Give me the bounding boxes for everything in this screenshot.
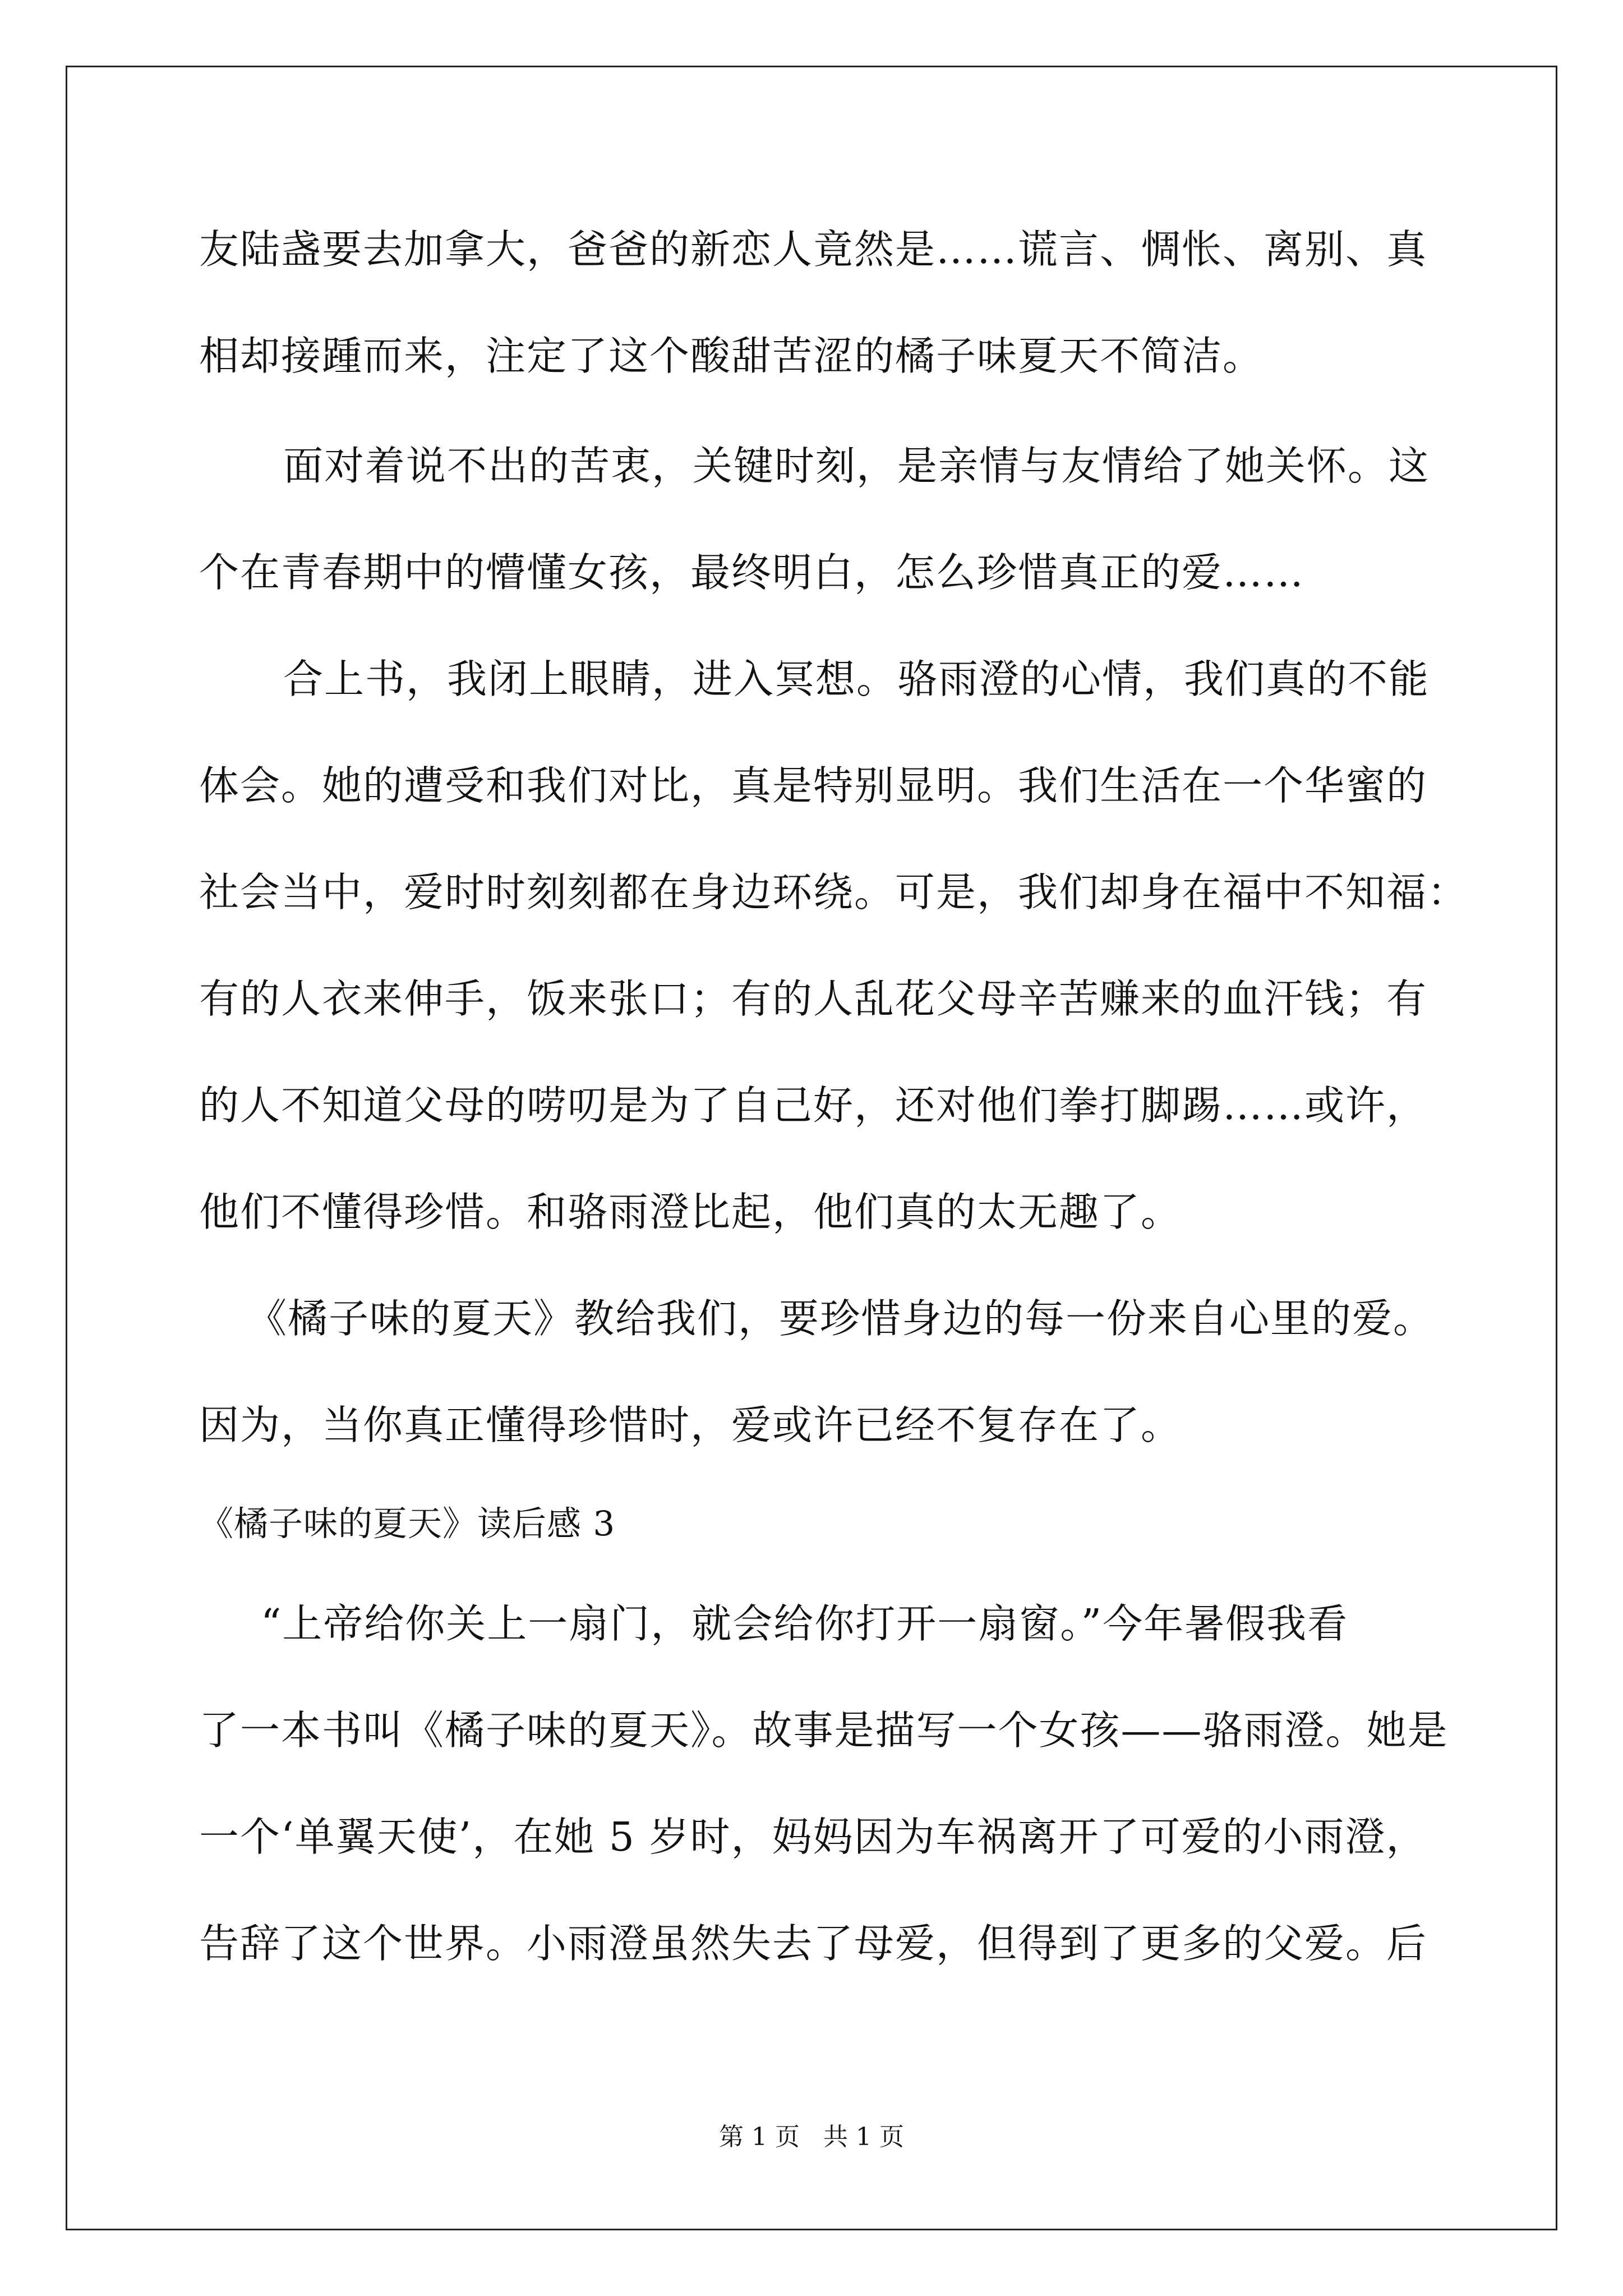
text-line: 体会。她的遭受和我们对比，真是特别显明。我们生活在一个华蜜的 — [199, 762, 1428, 809]
page-footer: 第 1 页 共 1 页 — [719, 2123, 904, 2151]
text-line: 一个‘单翼天使’，在她 5 岁时，妈妈因为车祸离开了可爱的小雨澄， — [199, 1814, 1427, 1860]
paragraph-start-line: 合上书，我闭上眼睛，进入冥想。骆雨澄的心情，我们真的不能 — [283, 656, 1430, 702]
text-line: 相却接踵而来，注定了这个酸甜苦涩的橘子味夏天不简洁。 — [199, 333, 1264, 379]
text-line: 告辞了这个世界。小雨澄虽然失去了母爱，但得到了更多的父爱。后 — [199, 1920, 1428, 1967]
paragraph-start-line: 《橘子味的夏天》教给我们，要珍惜身边的每一份来自心里的爱。 — [247, 1295, 1435, 1342]
text-line: 有的人衣来伸手，饭来张口；有的人乱花父母辛苦赚来的血汗钱；有 — [199, 976, 1428, 1022]
text-line: 友陆盏要去加拿大，爸爸的新恋人竟然是……谎言、惆怅、离别、真 — [199, 226, 1428, 273]
text-line: 的人不知道父母的唠叨是为了自己好，还对他们拳打脚踢……或许， — [199, 1082, 1428, 1129]
page-border — [66, 66, 1557, 2230]
paragraph-start-line: “上帝给你关上一扇门，就会给你打开一扇窗。”今年暑假我看 — [261, 1600, 1349, 1647]
text-line: 社会当中，爱时时刻刻都在身边环绕。可是，我们却身在福中不知福： — [199, 869, 1469, 915]
text-line: 了一本书叫《橘子味的夏天》。故事是描写一个女孩——骆雨澄。她是 — [199, 1707, 1449, 1754]
text-line: 个在青春期中的懵懂女孩，最终明白，怎么珍惜真正的爱…… — [199, 549, 1305, 596]
paragraph-start-line: 面对着说不出的苦衷，关键时刻，是亲情与友情给了她关怀。这 — [283, 443, 1430, 489]
text-line: 他们不懂得珍惜。和骆雨澄比起，他们真的太无趣了。 — [199, 1189, 1182, 1235]
text-line: 因为，当你真正懂得珍惜时，爱或许已经不复存在了。 — [199, 1402, 1182, 1448]
section-heading: 《橘子味的夏天》读后感 3 — [199, 1504, 616, 1544]
